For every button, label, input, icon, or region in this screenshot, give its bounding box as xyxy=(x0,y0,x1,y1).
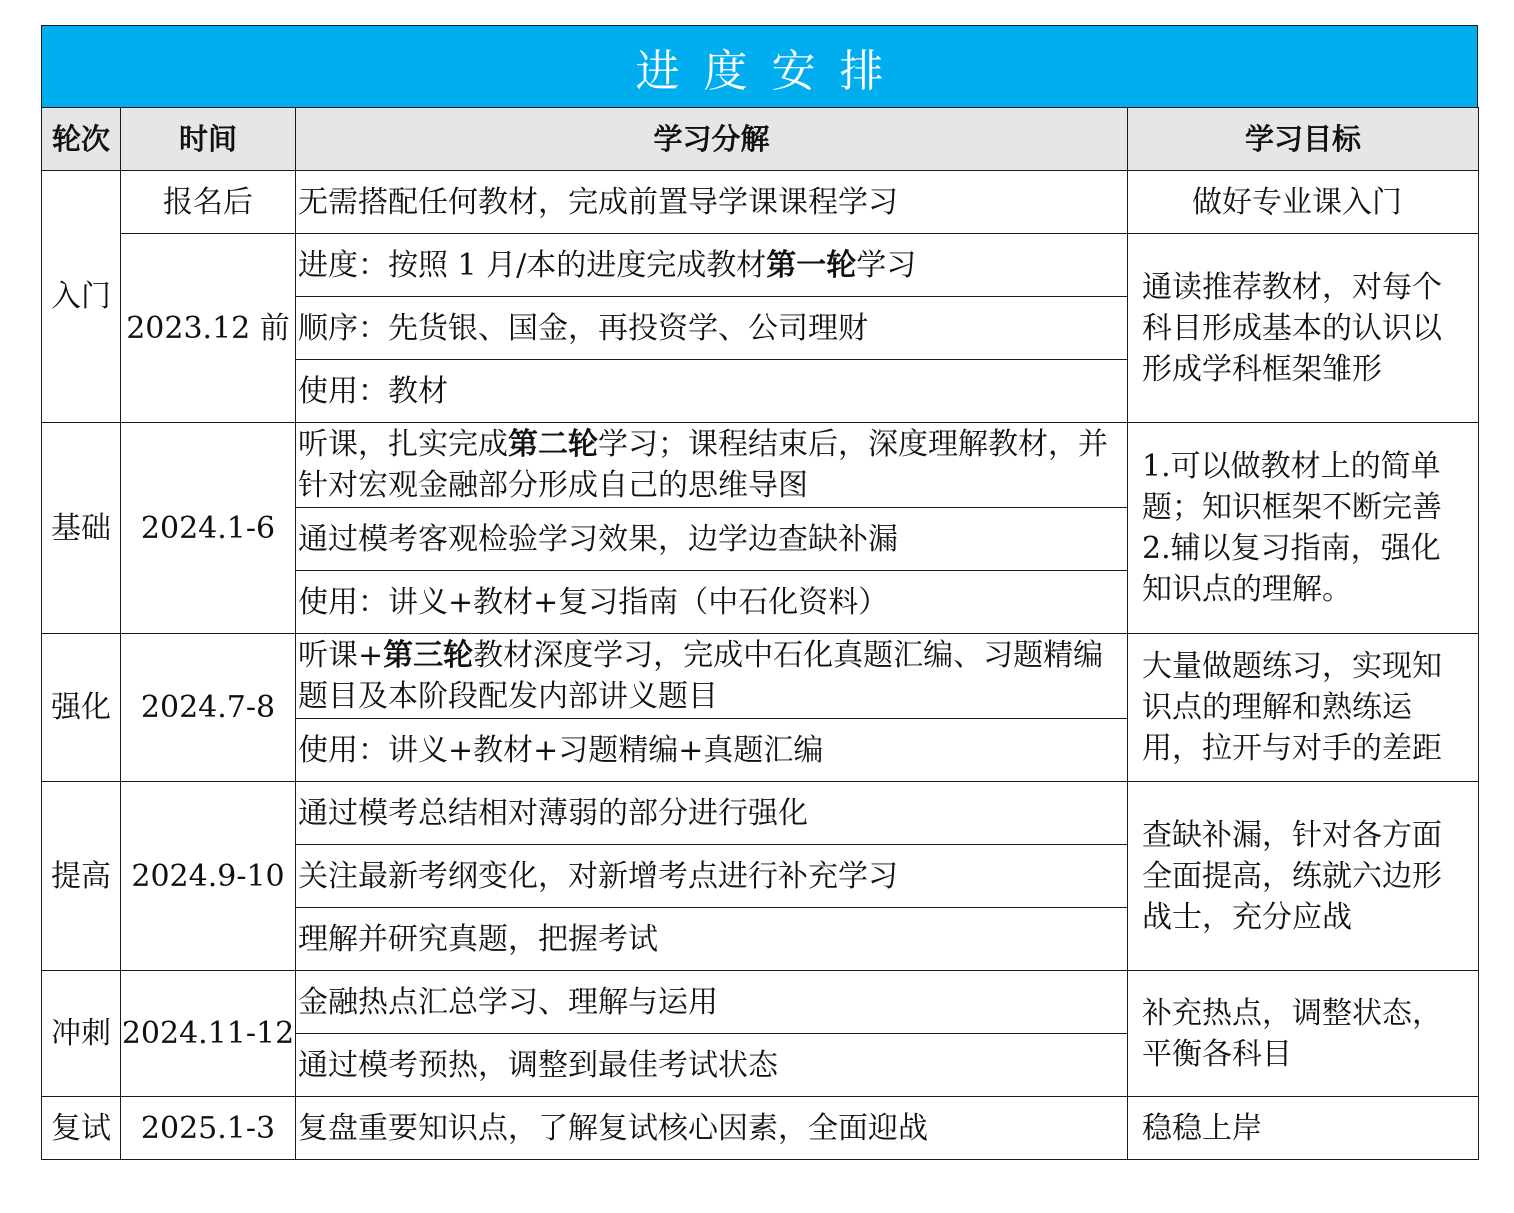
task-text: 听课，扎实完成 xyxy=(298,427,508,462)
header-time: 时间 xyxy=(121,108,296,171)
time-cell: 2024.9-10 xyxy=(121,782,296,971)
goal-cell: 查缺补漏，针对各方面全面提高，练就六边形战士，充分应战 xyxy=(1128,782,1479,971)
round-cell: 基础 xyxy=(42,423,121,634)
round-cell: 入门 xyxy=(42,171,121,423)
time-cell: 2023.12 前 xyxy=(121,234,296,423)
time-cell: 2024.11-12 xyxy=(121,971,296,1097)
task-text: 教材深度学习，完成中石化真题汇编、习题精编题目及本阶段配发内部讲义题目 xyxy=(298,638,1104,714)
page-title: 进度安排 xyxy=(635,45,908,97)
task-cell: 金融热点汇总学习、理解与运用 xyxy=(296,971,1128,1034)
task-cell: 通过模考客观检验学习效果，边学边查缺补漏 xyxy=(296,508,1128,571)
round-cell: 冲刺 xyxy=(42,971,121,1097)
task-cell: 使用：讲义+教材+习题精编+真题汇编 xyxy=(296,719,1128,782)
task-emphasis: 第一轮 xyxy=(766,247,857,283)
task-cell: 使用：讲义+教材+复习指南（中石化资料） xyxy=(296,571,1128,634)
goal-cell: 通读推荐教材，对每个科目形成基本的认识以形成学科框架雏形 xyxy=(1128,234,1479,423)
round-cell: 提高 xyxy=(42,782,121,971)
table-row xyxy=(42,234,1479,297)
goal-cell: 做好专业课入门 xyxy=(1128,171,1479,234)
task-text: 听课+ xyxy=(298,638,384,673)
time-cell: 2024.7-8 xyxy=(121,634,296,782)
task-cell: 复盘重要知识点，了解复试核心因素，全面迎战 xyxy=(296,1097,1128,1160)
round-cell: 复试 xyxy=(42,1097,121,1160)
table-row xyxy=(42,423,1479,508)
task-cell xyxy=(296,634,1128,719)
title-banner xyxy=(41,25,1478,107)
time-cell: 2025.1-3 xyxy=(121,1097,296,1160)
task-cell: 理解并研究真题，把握考试 xyxy=(296,908,1128,971)
task-text: 学习；课程结束后，深度理解教材，并针对宏观金融部分形成自己的思维导图 xyxy=(298,427,1108,503)
goal-cell: 稳稳上岸 xyxy=(1128,1097,1479,1160)
schedule-sheet xyxy=(41,25,1478,1160)
goal-cell: 补充热点，调整状态，平衡各科目 xyxy=(1128,971,1479,1097)
schedule-table xyxy=(41,107,1479,1160)
table-row xyxy=(42,1097,1479,1160)
task-cell xyxy=(296,234,1128,297)
table-row xyxy=(42,971,1479,1034)
goal-cell: 1.可以做教材上的简单题；知识框架不断完善 2.辅以复习指南，强化知识点的理解。 xyxy=(1128,423,1479,634)
header-tasks: 学习分解 xyxy=(296,108,1128,171)
task-cell xyxy=(296,423,1128,508)
task-cell: 使用：教材 xyxy=(296,360,1128,423)
round-cell: 强化 xyxy=(42,634,121,782)
task-emphasis: 第三轮 xyxy=(383,638,474,673)
header-row xyxy=(42,108,1479,171)
task-cell: 关注最新考纲变化，对新增考点进行补充学习 xyxy=(296,845,1128,908)
task-cell: 顺序：先货银、国金，再投资学、公司理财 xyxy=(296,297,1128,360)
task-cell: 无需搭配任何教材，完成前置导学课课程学习 xyxy=(296,171,1128,234)
task-text: 学习 xyxy=(856,247,917,283)
task-cell: 通过模考总结相对薄弱的部分进行强化 xyxy=(296,782,1128,845)
header-goal: 学习目标 xyxy=(1128,108,1479,171)
table-row xyxy=(42,634,1479,719)
task-emphasis: 第二轮 xyxy=(508,427,598,462)
table-row xyxy=(42,171,1479,234)
task-text: 进度：按照 1 月/本的进度完成教材 xyxy=(298,247,767,283)
goal-cell: 大量做题练习，实现知识点的理解和熟练运用，拉开与对手的差距 xyxy=(1128,634,1479,782)
time-cell: 报名后 xyxy=(121,171,296,234)
header-round: 轮次 xyxy=(42,108,121,171)
table-row xyxy=(42,782,1479,845)
task-cell: 通过模考预热，调整到最佳考试状态 xyxy=(296,1034,1128,1097)
time-cell: 2024.1-6 xyxy=(121,423,296,634)
